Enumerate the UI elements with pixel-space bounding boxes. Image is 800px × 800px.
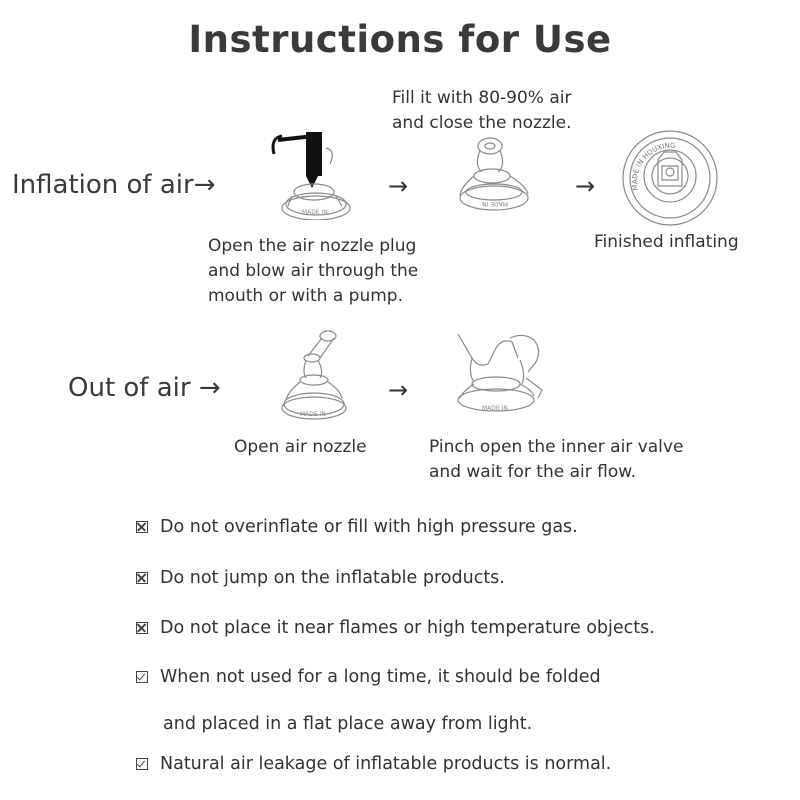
step-open-plug-caption: Open the air nozzle plug and blow air through the mouth or with a pump.: [208, 236, 419, 306]
page-title: Instructions for Use: [188, 18, 612, 61]
check-box-icon: [136, 758, 148, 770]
note-item: Natural air leakage of inflatable products is normal.: [136, 754, 611, 774]
valve-stamp-text-3: MADE IN: [482, 405, 508, 412]
note-item: Do not jump on the inflatable products.: [136, 568, 505, 588]
note-item: When not used for a long time, it should be folded: [136, 667, 601, 687]
forbidden-box-icon: [136, 572, 148, 584]
note-continuation: and placed in a flat place away from light.: [163, 714, 533, 734]
forbidden-box-icon: [136, 622, 148, 634]
check-box-icon: [136, 671, 148, 683]
open-nozzle-illustration: [278, 326, 362, 422]
valve-stamp-text: MADE IN: [302, 209, 328, 216]
note-item: Do not overinflate or fill with high pressure gas.: [136, 517, 578, 537]
forbidden-box-icon: [136, 521, 148, 533]
pinch-valve-illustration: [448, 328, 548, 418]
note-item: Do not place it near flames or high temperature objects.: [136, 618, 655, 638]
step-pinch-valve-caption: Pinch open the inner air valve and wait for the air flow.: [429, 437, 684, 482]
deflation-row-label: Out of air →: [68, 373, 221, 403]
inflation-row-label: Inflation of air→: [12, 170, 216, 200]
flow-arrow-1: →: [388, 172, 409, 200]
filled-valve-illustration: [452, 132, 536, 218]
finished-valve-top-view-illustration: [618, 126, 722, 230]
flow-arrow-3: →: [388, 376, 409, 404]
flow-arrow-2: →: [575, 172, 596, 200]
valve-ring-text: MADE IN HOUXING: [630, 141, 676, 192]
valve-stamp-text-2: MADE IN: [300, 411, 326, 418]
step-finished-caption: Finished inflating: [594, 232, 739, 252]
step-open-nozzle-caption: Open air nozzle: [234, 437, 367, 457]
blowing-into-valve-illustration: [268, 128, 358, 220]
valve-stamp-text-rotated: MADE IN: [482, 200, 508, 207]
step-fill-caption: Fill it with 80-90% air and close the nozzle.: [392, 88, 572, 133]
